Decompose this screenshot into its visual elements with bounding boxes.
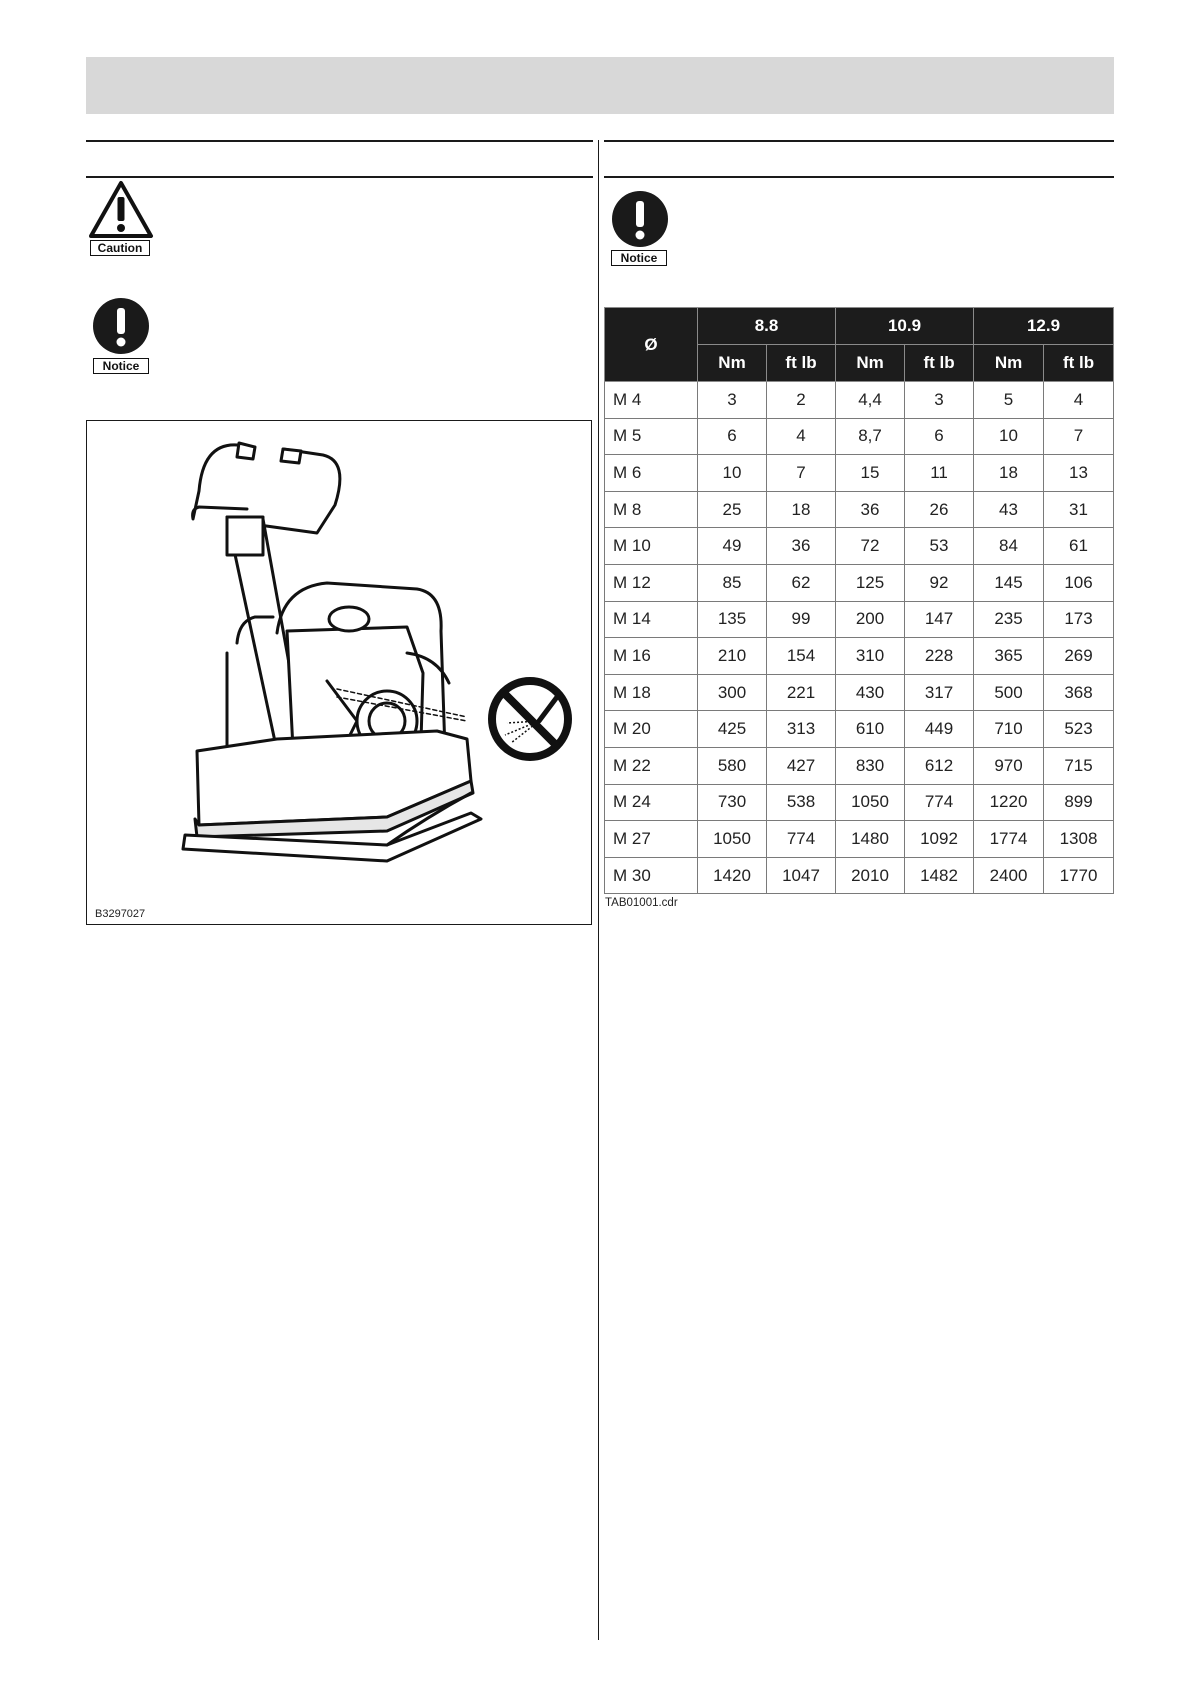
torque-value-cell: 774 (767, 821, 836, 858)
torque-table-body (605, 382, 1114, 894)
torque-value-cell: 269 (1044, 638, 1114, 675)
torque-value-cell: 1770 (1044, 857, 1114, 894)
torque-value-cell: 1050 (698, 821, 767, 858)
table-row (605, 382, 1114, 419)
torque-value-cell: 730 (698, 784, 767, 821)
torque-value-cell: 3 (698, 382, 767, 419)
torque-value-cell: 523 (1044, 711, 1114, 748)
figure-plate-compactor (86, 420, 592, 925)
torque-value-cell: 1047 (767, 857, 836, 894)
torque-value-cell: 4,4 (836, 382, 905, 419)
torque-value-cell: 899 (1044, 784, 1114, 821)
torque-value-cell: 310 (836, 638, 905, 675)
torque-value-cell: 18 (767, 491, 836, 528)
grade-header-row (605, 308, 1114, 345)
table-row (605, 455, 1114, 492)
figure-caption: B3297027 (95, 908, 146, 920)
torque-value-cell: 430 (836, 674, 905, 711)
torque-value-cell: 1482 (905, 857, 974, 894)
right-top-rule (604, 140, 1114, 142)
torque-value-cell: 25 (698, 491, 767, 528)
torque-value-cell: 1308 (1044, 821, 1114, 858)
bolt-size-cell: M 4 (605, 382, 698, 419)
bolt-size-cell: M 30 (605, 857, 698, 894)
bolt-size-cell: M 27 (605, 821, 698, 858)
torque-value-cell: 200 (836, 601, 905, 638)
torque-value-cell: 538 (767, 784, 836, 821)
torque-value-cell: 580 (698, 747, 767, 784)
bolt-size-cell: M 22 (605, 747, 698, 784)
torque-value-cell: 7 (767, 455, 836, 492)
unit-header: ft lb (905, 345, 974, 382)
torque-value-cell: 8,7 (836, 418, 905, 455)
torque-value-cell: 36 (767, 528, 836, 565)
section-header-band (86, 57, 1114, 114)
torque-value-cell: 18 (974, 455, 1044, 492)
torque-value-cell: 1774 (974, 821, 1044, 858)
torque-value-cell: 135 (698, 601, 767, 638)
table-row (605, 784, 1114, 821)
bolt-size-cell: M 14 (605, 601, 698, 638)
table-row (605, 564, 1114, 601)
torque-value-cell: 62 (767, 564, 836, 601)
notice-label-left: Notice (93, 358, 149, 374)
torque-value-cell: 2400 (974, 857, 1044, 894)
notice-symbol-left (90, 297, 152, 377)
notice-label-right: Notice (611, 250, 667, 266)
torque-value-cell: 368 (1044, 674, 1114, 711)
caution-label: Caution (90, 240, 150, 256)
unit-header: Nm (698, 345, 767, 382)
bolt-size-cell: M 8 (605, 491, 698, 528)
torque-value-cell: 49 (698, 528, 767, 565)
bolt-size-cell: M 10 (605, 528, 698, 565)
torque-value-cell: 970 (974, 747, 1044, 784)
torque-value-cell: 612 (905, 747, 974, 784)
torque-value-cell: 221 (767, 674, 836, 711)
torque-value-cell: 228 (905, 638, 974, 675)
table-row (605, 857, 1114, 894)
column-divider (598, 140, 599, 1640)
torque-value-cell: 43 (974, 491, 1044, 528)
torque-value-cell: 99 (767, 601, 836, 638)
bolt-size-cell: M 5 (605, 418, 698, 455)
torque-value-cell: 173 (1044, 601, 1114, 638)
torque-value-cell: 3 (905, 382, 974, 419)
table-row (605, 601, 1114, 638)
bolt-size-cell: M 16 (605, 638, 698, 675)
torque-value-cell: 85 (698, 564, 767, 601)
table-row (605, 418, 1114, 455)
torque-value-cell: 154 (767, 638, 836, 675)
table-row (605, 747, 1114, 784)
torque-value-cell: 7 (1044, 418, 1114, 455)
table-row (605, 674, 1114, 711)
torque-value-cell: 26 (905, 491, 974, 528)
grade-header: 8.8 (698, 308, 836, 345)
caution-symbol (88, 180, 154, 260)
torque-value-cell: 53 (905, 528, 974, 565)
tightening-torque-table (604, 307, 1114, 894)
torque-value-cell: 10 (974, 418, 1044, 455)
size-header: Ø (605, 308, 698, 382)
table-row (605, 821, 1114, 858)
grade-header: 10.9 (836, 308, 974, 345)
torque-value-cell: 449 (905, 711, 974, 748)
exclamation-circle-icon (90, 297, 152, 357)
torque-value-cell: 4 (1044, 382, 1114, 419)
torque-value-cell: 15 (836, 455, 905, 492)
torque-value-cell: 1420 (698, 857, 767, 894)
warning-triangle-icon (88, 180, 154, 240)
torque-value-cell: 830 (836, 747, 905, 784)
torque-value-cell: 1050 (836, 784, 905, 821)
bolt-size-cell: M 24 (605, 784, 698, 821)
torque-value-cell: 365 (974, 638, 1044, 675)
torque-value-cell: 106 (1044, 564, 1114, 601)
torque-value-cell: 300 (698, 674, 767, 711)
torque-value-cell: 5 (974, 382, 1044, 419)
torque-value-cell: 710 (974, 711, 1044, 748)
torque-value-cell: 1092 (905, 821, 974, 858)
table-row (605, 638, 1114, 675)
torque-value-cell: 13 (1044, 455, 1114, 492)
torque-value-cell: 10 (698, 455, 767, 492)
right-second-rule (604, 176, 1114, 178)
unit-header: Nm (974, 345, 1044, 382)
torque-value-cell: 84 (974, 528, 1044, 565)
torque-value-cell: 6 (698, 418, 767, 455)
torque-value-cell: 313 (767, 711, 836, 748)
torque-value-cell: 125 (836, 564, 905, 601)
unit-header: Nm (836, 345, 905, 382)
torque-value-cell: 147 (905, 601, 974, 638)
table-caption: TAB01001.cdr (605, 897, 678, 909)
plate-compactor-illustration (87, 421, 593, 901)
torque-value-cell: 92 (905, 564, 974, 601)
bolt-size-cell: M 12 (605, 564, 698, 601)
bolt-size-cell: M 20 (605, 711, 698, 748)
torque-value-cell: 1480 (836, 821, 905, 858)
notice-symbol-right (609, 190, 671, 270)
torque-value-cell: 610 (836, 711, 905, 748)
torque-value-cell: 6 (905, 418, 974, 455)
torque-value-cell: 36 (836, 491, 905, 528)
exclamation-circle-icon (609, 190, 671, 250)
table-row (605, 491, 1114, 528)
left-second-rule (86, 176, 593, 178)
torque-value-cell: 2 (767, 382, 836, 419)
torque-value-cell: 715 (1044, 747, 1114, 784)
torque-value-cell: 774 (905, 784, 974, 821)
table-row (605, 711, 1114, 748)
torque-value-cell: 427 (767, 747, 836, 784)
unit-header: ft lb (1044, 345, 1114, 382)
torque-value-cell: 61 (1044, 528, 1114, 565)
torque-value-cell: 31 (1044, 491, 1114, 528)
left-top-rule (86, 140, 593, 142)
torque-value-cell: 72 (836, 528, 905, 565)
torque-value-cell: 11 (905, 455, 974, 492)
torque-value-cell: 2010 (836, 857, 905, 894)
torque-value-cell: 145 (974, 564, 1044, 601)
torque-value-cell: 210 (698, 638, 767, 675)
torque-value-cell: 425 (698, 711, 767, 748)
bolt-size-cell: M 6 (605, 455, 698, 492)
table-row (605, 528, 1114, 565)
torque-value-cell: 4 (767, 418, 836, 455)
torque-value-cell: 500 (974, 674, 1044, 711)
no-high-pressure-cleaning-icon (492, 681, 568, 757)
torque-value-cell: 317 (905, 674, 974, 711)
unit-header: ft lb (767, 345, 836, 382)
torque-value-cell: 235 (974, 601, 1044, 638)
bolt-size-cell: M 18 (605, 674, 698, 711)
torque-value-cell: 1220 (974, 784, 1044, 821)
grade-header: 12.9 (974, 308, 1114, 345)
